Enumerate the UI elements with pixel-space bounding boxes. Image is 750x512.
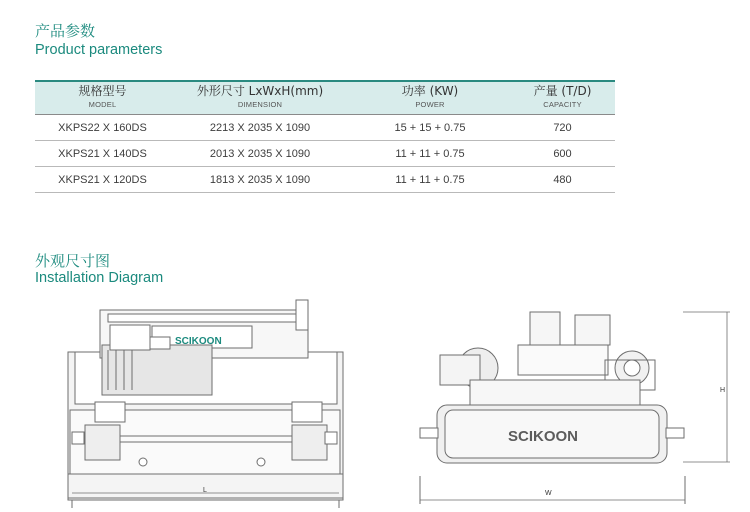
side-logo: SCIKOON	[508, 428, 579, 445]
product-title-cn: 产品参数	[35, 22, 96, 40]
header-capacity: 产量 (T/D) CAPACITY	[510, 81, 615, 115]
cell-power: 11 + 11 + 0.75	[350, 141, 510, 167]
parameters-table	[35, 80, 615, 193]
product-title-en: Product parameters	[35, 42, 163, 58]
front-view	[68, 300, 343, 508]
install-title-cn: 外观尺寸图	[35, 252, 111, 270]
cell-capacity: 480	[510, 167, 615, 193]
cell-capacity: 720	[510, 115, 615, 141]
cell-dimension: 2013 X 2035 X 1090	[170, 141, 350, 167]
cell-power: 11 + 11 + 0.75	[350, 167, 510, 193]
front-logo: SCIKOON	[175, 336, 222, 347]
cell-model: XKPS21 X 140DS	[35, 141, 170, 167]
cell-capacity: 600	[510, 141, 615, 167]
cell-dimension: 2213 X 2035 X 1090	[170, 115, 350, 141]
header-power: 功率 (KW) POWER	[350, 81, 510, 115]
dimension-w-label: W	[545, 490, 552, 497]
table-row	[35, 115, 615, 141]
header-dimension: 外形尺寸 LxWxH(mm) DIMENSION	[170, 81, 350, 115]
cell-model: XKPS21 X 120DS	[35, 167, 170, 193]
header-model: 规格型号 MODEL	[35, 81, 170, 115]
install-title-en: Installation Diagram	[35, 270, 164, 286]
cell-model: XKPS22 X 160DS	[35, 115, 170, 141]
table-row	[35, 141, 615, 167]
installation-diagram	[0, 290, 750, 512]
side-view	[420, 312, 730, 504]
dimension-h-label: H	[720, 387, 726, 394]
dimension-l-label: L	[203, 487, 207, 494]
table-row	[35, 167, 615, 193]
cell-dimension: 1813 X 2035 X 1090	[170, 167, 350, 193]
cell-power: 15 + 15 + 0.75	[350, 115, 510, 141]
table-header-row	[35, 81, 615, 115]
